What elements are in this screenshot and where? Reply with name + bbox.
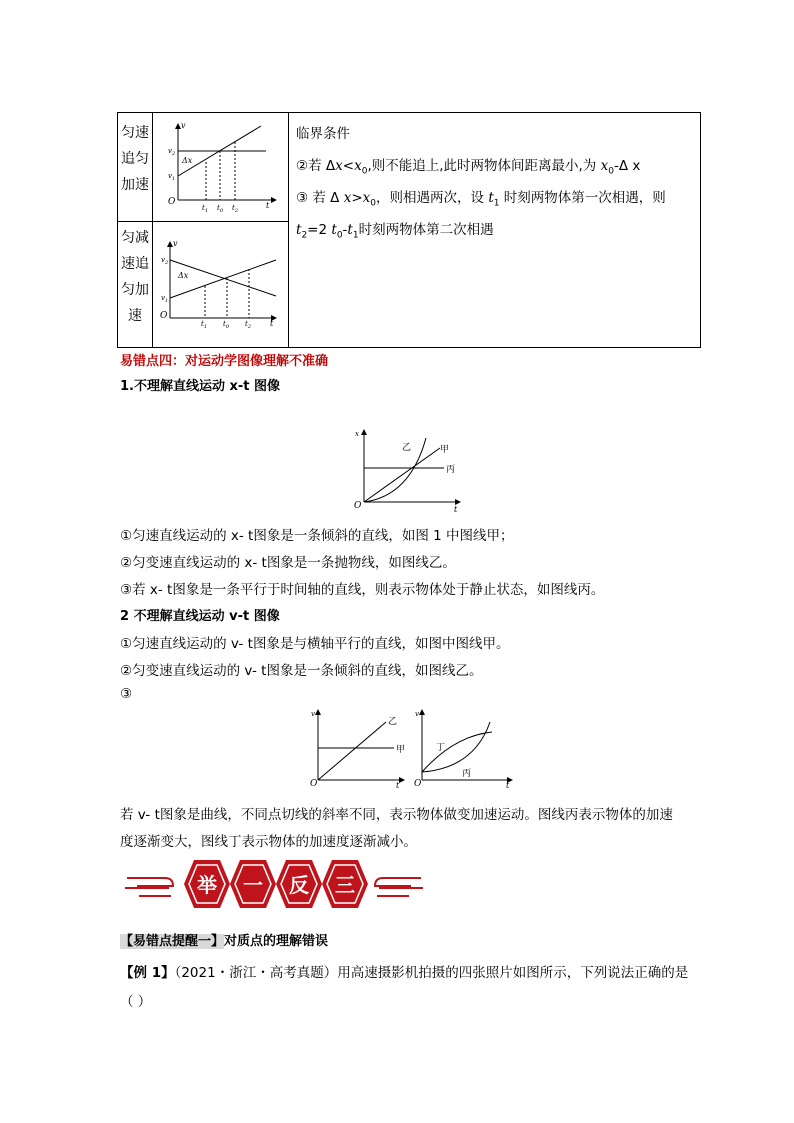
svg-text:乙: 乙 [402,443,412,453]
svg-text:丁: 丁 [436,743,446,753]
svg-text:x: x [355,430,359,438]
svg-text:v: v [415,710,419,718]
svg-text:t: t [266,201,270,210]
row2-label: 匀减 速追 匀加 速 [121,230,149,324]
banner-char-1: 举 [197,873,217,897]
condition-2: ②若 $\Delta x<x_0$,则不能追上,此时两物体间距离最小,为 $x_0-\Delta$ x [296,158,641,177]
svg-text:v1: $v_1$ [161,294,169,304]
banner-char-3: 反 [289,873,309,897]
svg-text:t1: $t_1$ [202,204,209,212]
svg-text:O: O [310,779,318,789]
row1-label: 匀速 追匀 加速 [121,125,149,193]
s1-line2: ②匀变速直线运动的 x- t图象是一条抛物线，如图线乙。 [120,555,456,571]
vt-graph-left [308,706,408,790]
s1-title: 1.不理解直线运动 x-t 图像 [120,379,281,394]
svg-text:t: t [270,319,274,328]
svg-text:v: v [173,239,178,248]
banner-char-4: 三 [335,873,355,897]
xt-graph [350,426,470,516]
s2-para2: 度逐渐变大，图线丁表示物体的加速度逐渐减小。 [120,834,417,850]
svg-text:t: t [506,781,510,790]
critical-title: 临界条件 [296,126,350,142]
svg-text:t2: $t_2$ [232,204,239,212]
svg-text:丙: 丙 [446,465,456,475]
s2-line1: ①匀速直线运动的 v- t图象是与横轴平行的直线，如图中图线甲。 [120,636,510,652]
svg-text:v: v [181,121,186,130]
svg-text:Δx: Δx [182,156,193,165]
svg-text:甲: 甲 [440,445,450,455]
row1-vt-graph [158,118,282,212]
table-divider-2 [288,112,289,348]
section-4-title: 易错点四：对运动学图像理解不准确 [120,354,329,369]
svg-text:Δx: Δx [178,271,189,280]
s2-line3: ③ [120,686,133,702]
tip-title: 【易错点提醒一】对质点的理解错误 [120,934,329,949]
table-divider-1 [152,112,153,348]
svg-text:t1: $t_1$ [201,320,208,328]
s2-line2: ②匀变速直线运动的 v- t图象是一条倾斜的直线，如图线乙。 [120,663,483,679]
svg-text:O: O [168,197,176,207]
svg-text:乙: 乙 [388,717,398,727]
svg-text:O: O [414,779,422,789]
svg-text:v2: $v_2$ [161,256,169,266]
s2-para1: 若 v- t图象是曲线，不同点切线的斜率不同，表示物体做变加速运动。图线丙表示物体的加速 [120,807,673,823]
banner-char-2: 一 [243,873,263,897]
s1-line1: ①匀速直线运动的 x- t图象是一条倾斜的直线，如图 1 中图线甲； [120,528,514,544]
s2-title: 2 不理解直线运动 v-t 图像 [120,609,280,624]
condition-3-cont: $t_2=2$ $t_0-t_1$时刻两物体第二次相遇 [296,222,494,241]
svg-text:t0: $t_0$ [217,204,224,212]
svg-text:t: t [454,505,458,514]
svg-text:t: t [396,781,400,790]
svg-text:v: v [311,710,315,718]
example-paren: （ ） [120,994,152,1010]
svg-text:v2: $v_2$ [168,147,176,157]
svg-text:t0: $t_0$ [223,320,230,328]
svg-text:O: O [354,501,362,511]
svg-text:丙: 丙 [462,769,472,779]
svg-text:甲: 甲 [396,745,406,755]
svg-text:O: O [160,311,168,321]
condition-3: ③ 若 Δ $x>x_0$，则相遇两次，设 $t_1$ 时刻两物体第一次相遇，则 [296,190,666,209]
svg-text:v1: $v_1$ [168,172,176,182]
example-1: 【例 1】（2021・浙江・高考真题）用高速摄影机拍摄的四张照片如图所示，下列说法正确的是 [120,965,689,981]
row2-vt-graph [158,234,282,328]
s1-line3: ③若 x- t图象是一条平行于时间轴的直线，则表示物体处于静止状态，如图线丙。 [120,582,605,598]
svg-text:t2: $t_2$ [245,320,252,328]
vt-graph-right [414,706,518,790]
table-row-divider [117,221,288,222]
